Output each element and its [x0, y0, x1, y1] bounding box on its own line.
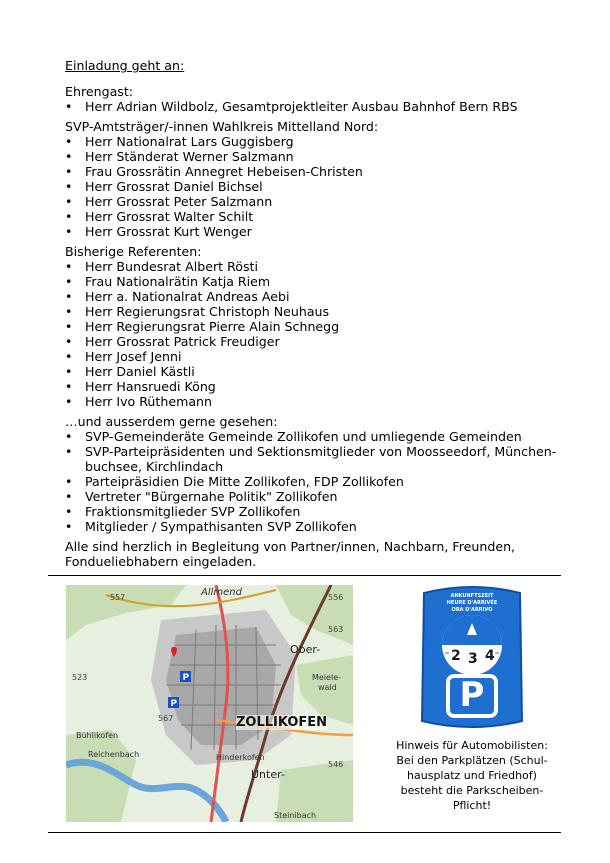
driver-notice — [383, 738, 561, 813]
guest-list-item: • Herr Regierungsrat Christoph Neuhaus — [65, 304, 565, 319]
group-title: …und ausserdem gerne gesehen: — [65, 414, 278, 429]
guest-list-item: • Parteipräsidien Die Mitte Zollikofen, FDP Zollikofen — [65, 474, 565, 489]
driver-notice-line-3: hausplatz und Friedhof) — [407, 769, 537, 782]
driver-notice-line-2: Bei den Parkplätzen (Schul- — [396, 754, 548, 767]
guest-list-item: • Herr Adrian Wildbolz, Gesamtprojektleiter Ausbau Bahnhof Bern RBS — [65, 99, 565, 114]
map-label-elev-4: 567 — [158, 714, 174, 723]
map-graphic — [66, 585, 353, 822]
map-label-steinibach: Steinibach — [274, 811, 317, 820]
guest-list-item: • Fraktionsmitglieder SVP Zollikofen — [65, 504, 565, 519]
map-label-buehlikofen: Bühlikofen — [76, 731, 119, 740]
closing-text: Alle sind herzlich in Begleitung von Partner/innen, Nachbarn, Freunden, Fondueliebhabern eingeladen. — [65, 539, 516, 569]
map-label-elev-2: 556 — [328, 593, 344, 602]
guest-list — [65, 429, 565, 534]
guest-list-item: • SVP-Parteipräsidenten und Sektionsmitglieder von Moosseedorf, München-buchsee, Kirchlindach — [65, 444, 565, 474]
driver-notice-line-4: besteht die Parkscheiben- — [400, 784, 544, 797]
guest-list-item: • Frau Nationalrätin Katja Riem — [65, 274, 565, 289]
svg-text:P: P — [182, 673, 190, 683]
guest-list-item: • Herr Hansruedi Köng — [65, 379, 565, 394]
driver-notice-line-5: Pflicht! — [452, 799, 492, 812]
guest-list-item: • Herr Ivo Rüthemann — [65, 394, 565, 409]
guest-list-item: • SVP-Gemeinderäte Gemeinde Zollikofen und umliegende Gemeinden — [65, 429, 565, 444]
guest-list-item: • Herr Ständerat Werner Salzmann — [65, 149, 565, 164]
map-label-elev-1: 523 — [72, 673, 88, 682]
disc-label-3: ORA D'ARRIVO — [451, 607, 493, 613]
disc-label-2: HEURE D'ARRIVÉE — [446, 600, 498, 606]
map-label-unter: Unter- — [251, 768, 285, 781]
guest-list-item: • Herr Grossrat Peter Salzmann — [65, 194, 565, 209]
guest-list-item: • Herr Grossrat Kurt Wenger — [65, 224, 565, 239]
parking-disc — [418, 585, 526, 731]
group-title: SVP-Amtsträger/-innen Wahlkreis Mittelland Nord: — [65, 119, 379, 134]
map-label-elev-6: 546 — [328, 760, 344, 769]
guest-list-item: • Herr Grossrat Daniel Bichsel — [65, 179, 565, 194]
svg-text:P: P — [170, 699, 178, 709]
guest-groups — [65, 84, 565, 534]
group-title: Ehrengast: — [65, 84, 134, 99]
divider-bottom — [48, 832, 561, 833]
guest-list — [65, 99, 565, 114]
map-label-elev-5: 557 — [110, 593, 126, 602]
driver-notice-line-1: Hinweis für Automobilisten: — [396, 739, 548, 752]
invitation-list — [65, 58, 565, 569]
disc-digit-4: 4 — [485, 648, 495, 664]
guest-list-item: • Herr Grossrat Walter Schilt — [65, 209, 565, 224]
guest-list-item: • Herr a. Nationalrat Andreas Aebi — [65, 289, 565, 304]
map-label-hinderkofen: Hinderkofen — [216, 753, 265, 762]
group-title: Bisherige Referenten: — [65, 244, 202, 259]
disc-label-1: ANKUNFTSZEIT — [450, 593, 494, 599]
invitation-heading: Einladung geht an: — [65, 58, 185, 73]
guest-list — [65, 134, 565, 239]
guest-list-item: • Herr Daniel Kästli — [65, 364, 565, 379]
guest-list-item: • Herr Nationalrat Lars Guggisberg — [65, 134, 565, 149]
guest-list-item: • Herr Grossrat Patrick Freudiger — [65, 334, 565, 349]
location-map — [66, 585, 353, 822]
guest-list — [65, 259, 565, 409]
guest-list-item: • Frau Grossrätin Annegret Hebeisen-Christen — [65, 164, 565, 179]
map-label-allmend: Allmend — [201, 587, 242, 598]
map-label-ober: Ober- — [290, 643, 321, 656]
guest-list-item: • Mitglieder / Sympathisanten SVP Zollikofen — [65, 519, 565, 534]
divider-top — [48, 575, 561, 576]
guest-list-item: • Herr Bundesrat Albert Rösti — [65, 259, 565, 274]
disc-digit-3: 3 — [468, 651, 478, 667]
guest-list-item: • Herr Regierungsrat Pierre Alain Schnegg — [65, 319, 565, 334]
guest-list-item: • Vertreter "Bürgernahe Politik" Zollikofen — [65, 489, 565, 504]
disc-digit-2: 2 — [451, 648, 461, 664]
map-label-wald: wald — [318, 683, 337, 692]
map-label-elev-3: 563 — [328, 625, 344, 634]
guest-list-item: • Herr Josef Jenni — [65, 349, 565, 364]
map-label-reichenbach: Reichenbach — [88, 750, 140, 759]
map-label-town: ZOLLIKOFEN — [236, 715, 328, 730]
map-label-meiele: Meiele- — [312, 673, 341, 682]
parking-p-symbol: P — [459, 675, 485, 715]
